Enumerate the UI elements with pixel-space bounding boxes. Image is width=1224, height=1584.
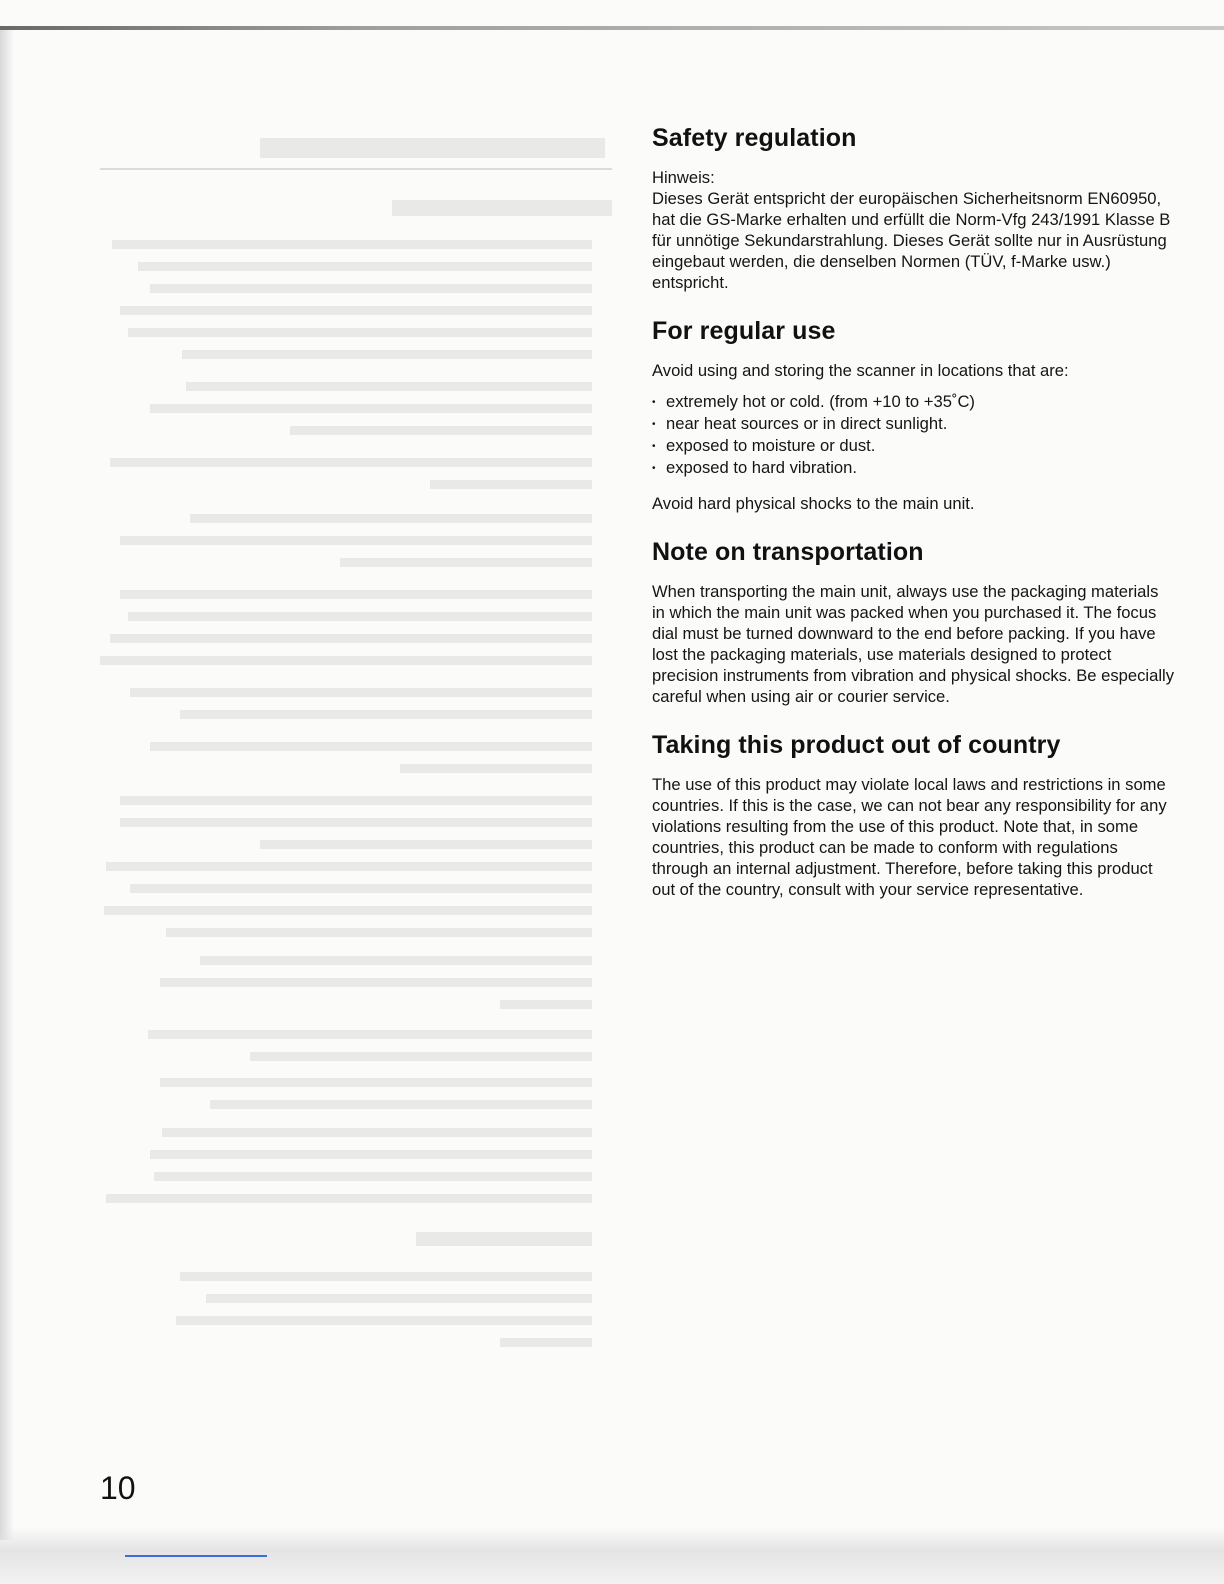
list-item-text: exposed to moisture or dust. — [666, 436, 876, 455]
safety-regulation-heading: Safety regulation — [652, 124, 857, 152]
bleed-line — [166, 928, 592, 937]
bleed-line — [180, 1272, 592, 1281]
transportation-section — [652, 538, 1174, 707]
bleed-line — [128, 328, 592, 337]
bleed-line — [250, 1052, 592, 1061]
bullet-icon: • — [652, 397, 656, 408]
bleed-line — [120, 536, 592, 545]
regular-use-outro: Avoid hard physical shocks to the main unit. — [652, 494, 975, 513]
bleed-line — [130, 688, 592, 697]
out-of-country-body: The use of this product may violate local laws and restrictions in some countries. If this is the case, we can not bear any responsibility for any violations resulting from the use of this product. Note that, in some countries, this product can be made to conform with regulations through an internal adjustment. Therefore, before taking this product out of the country, consult with your service representative. — [652, 775, 1167, 899]
list-item — [652, 457, 1174, 479]
regular-use-section — [652, 317, 1174, 514]
regular-use-heading: For regular use — [652, 317, 836, 345]
bleed-line — [154, 1172, 592, 1181]
scan-edge-top — [0, 26, 1224, 30]
safety-regulation-section — [652, 124, 1174, 293]
list-item — [652, 391, 1174, 413]
list-item — [652, 413, 1174, 435]
bleed-line — [400, 764, 592, 773]
bleed-line — [160, 978, 592, 987]
bleed-line — [500, 1000, 592, 1009]
bleed-line — [340, 558, 592, 567]
list-item-text: exposed to hard vibration. — [666, 458, 857, 477]
out-of-country-heading: Taking this product out of country — [652, 731, 1061, 759]
page-number: 10 — [100, 1470, 136, 1506]
bleed-line — [200, 956, 592, 965]
safety-body: Dieses Gerät entspricht der europäischen Sicherheitsnorm EN60950, hat die GS-Marke erhalten und erfüllt die Norm-Vfg 243/1991 Klasse B für unnötige Sekundarstrahlung. Dieses Gerät sollte nur in Ausrüstung eingebaut werden, die denselben Normen (TÜV, f-Marke usw.) entspricht. — [652, 189, 1171, 292]
bleed-line — [130, 884, 592, 893]
bleed-line — [500, 1338, 592, 1347]
transportation-body: When transporting the main unit, always use the packaging materials in which the main unit was packed when you purchased it. The focus dial must be turned downward to the end before packing. If you have lost the packaging materials, use materials designed to protect precision instruments from vibration and physical shocks. Be especially careful when using air or courier service. — [652, 582, 1175, 706]
bleed-line — [190, 514, 592, 523]
bleed-line — [106, 1194, 592, 1203]
bleed-line — [120, 590, 592, 599]
bleed-line — [206, 1294, 592, 1303]
manual-page-content — [652, 124, 1174, 924]
bleed-subheading — [392, 200, 612, 216]
bleed-line — [128, 612, 592, 621]
bleed-line — [110, 634, 592, 643]
bleed-line — [100, 656, 592, 665]
bleed-line — [160, 1078, 592, 1087]
bleed-line — [162, 1128, 592, 1137]
regular-use-intro: Avoid using and storing the scanner in locations that are: — [652, 361, 1069, 380]
regular-use-list — [652, 391, 1174, 479]
bleed-line — [186, 382, 592, 391]
bleed-line — [106, 862, 592, 871]
scan-color-mark — [125, 1555, 267, 1557]
bleed-line — [182, 350, 592, 359]
scan-edge-left — [0, 30, 14, 1540]
bullet-icon: • — [652, 441, 656, 452]
bullet-icon: • — [652, 463, 656, 474]
bleed-line — [110, 458, 592, 467]
bleed-rule — [100, 168, 612, 170]
bleed-line — [180, 710, 592, 719]
bleed-line — [120, 818, 592, 827]
bleed-line — [176, 1316, 592, 1325]
bleed-heading — [260, 138, 605, 158]
bleed-line — [150, 284, 592, 293]
bleed-line — [138, 262, 592, 271]
bleed-line — [148, 1030, 592, 1039]
bleed-line — [260, 840, 592, 849]
bleed-line — [150, 742, 592, 751]
bleed-line — [150, 1150, 592, 1159]
bleed-line — [104, 906, 592, 915]
bleed-line — [210, 1100, 592, 1109]
bleed-line — [290, 426, 592, 435]
bleed-line — [112, 240, 592, 249]
transportation-heading: Note on transportation — [652, 538, 924, 566]
bleed-line — [416, 1232, 592, 1246]
bleed-line — [430, 480, 592, 489]
bleed-line — [120, 306, 592, 315]
bleed-line — [150, 404, 592, 413]
bullet-icon: • — [652, 419, 656, 430]
list-item — [652, 435, 1174, 457]
list-item-text: near heat sources or in direct sunlight. — [666, 414, 948, 433]
list-item-text: extremely hot or cold. (from +10 to +35˚C) — [666, 392, 975, 411]
out-of-country-section — [652, 731, 1174, 900]
safety-label: Hinweis: — [652, 168, 715, 187]
bleed-line — [120, 796, 592, 805]
